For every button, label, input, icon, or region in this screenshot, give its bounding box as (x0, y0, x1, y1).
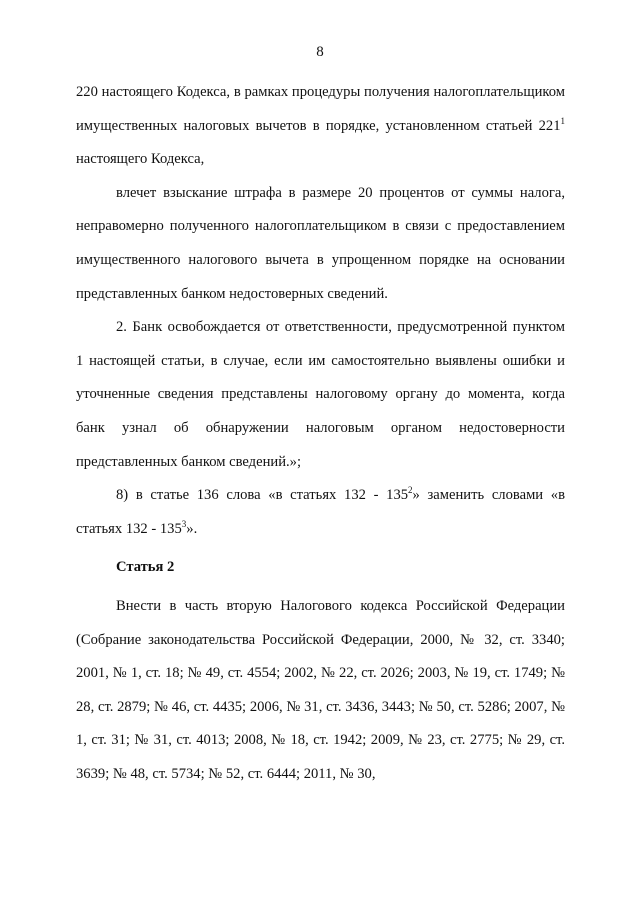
paragraph-amendment-8 (76, 479, 565, 546)
text-run: ». (186, 520, 198, 537)
page-number: 8 (316, 44, 324, 60)
article-heading: Статья 2 (116, 559, 175, 576)
text-run: » заменить словами «в статьях 132 - 135 (76, 487, 565, 537)
text-run: 220 настоящего Кодекса, в рамках процедуры получения налогоплательщиком имущественных налоговых вычетов в порядке, установленном статьей 221 (76, 84, 565, 134)
paragraph-continuation (76, 76, 565, 177)
paragraph-penalty (76, 177, 565, 311)
text-run: влечет взыскание штрафа в размере 20 процентов от суммы налога, неправомерно полученного налогоплательщиком в связи с предоставлением имущественного налогового вычета в упрощенном порядке на основании представленных банком недостоверных сведений. (76, 184, 565, 302)
superscript: 3 (181, 518, 187, 529)
paragraph-exemption (76, 311, 565, 479)
superscript: 1 (560, 115, 565, 126)
paragraph-article-2 (76, 590, 565, 792)
text-run: 2. Банк освобождается от ответственности, предусмотренной пунктом 1 настоящей статьи, в случае, если им самостоятельно выявлены ошибки и уточненные сведения представлены налоговому органу до момента, когда банк узнал об обнаружении налоговым органом недостоверности представленных банком сведений.»; (76, 319, 565, 470)
document-body (76, 76, 565, 791)
text-run: 8) в статье 136 слова «в статьях 132 - 135 (116, 487, 409, 504)
superscript: 2 (408, 485, 413, 496)
text-run: Внести в часть вторую Налогового кодекса Российской Федерации (Собрание законодательства Российской Федерации, 2000, № 32, ст. 3340; 2001, № 1, ст. 18; № 49, ст. 4554; 2002, № 22, ст. 2026; 2003, № 19, ст. 1749; № 28, ст. 2879; № 46, ст. 4435; 2006, № 31, ст. 3436, 3443; № 50, ст. 5286; 2007, № 1, ст. 31; № 31, ст. 4013; 2008, № 18, ст. 1942; 2009, № 23, ст. 2775; № 29, ст. 3639; № 48, ст. 5734; № 52, ст. 6444; 2011, № 30, (76, 597, 565, 782)
text-run: настоящего Кодекса, (76, 151, 205, 168)
